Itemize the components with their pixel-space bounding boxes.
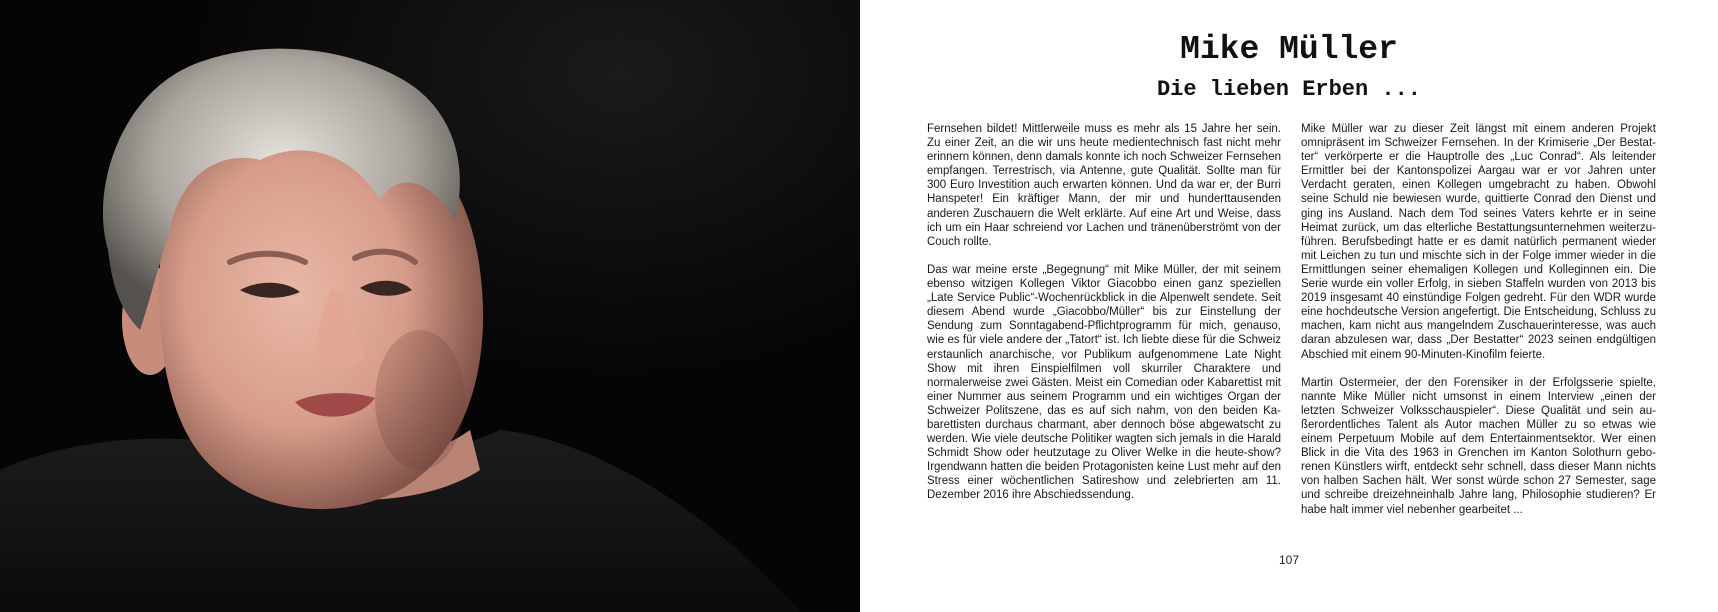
page-subtitle: Die lieben Erben ...	[1156, 77, 1422, 102]
cheek-shade	[375, 330, 465, 470]
page-title: Mike Müller	[1180, 31, 1398, 68]
paragraph: Das war meine erste „Begegnung“ mit Mike Müller, der mit seinem ebenso witzigen Kollegen Viktor Giacobbo einen ganz speziellen „Late Service Public“-Wochenrückblick in die Alpenwelt sendete. Seit diesem Abend wurde „Giacobbo/Müller“ bis zur Einstellung der Sendung zum Sonntagabend-Pflichtprogramm für mich, genauso, wie es für viele andere der „Tatort“ ist. Ich liebte diese für die Schweiz erstaunlich anarchische, vor Publikum aufgenommene Late Night Show mit ihren Einspielfilmen voll skurriler Charaktere und normalerweise zwei Gästen. Meist ein Comedian oder Kabarettist mit einer Nummer aus seinem Programm und ein wichtiges Organ der Schweizer Politszene, das es auf sich nahm, von den beiden Kabarettisten durchaus charmant, aber dennoch böse abgewatscht zu werden. Wie viele deutsche Politiker wagten sich jemals in die Harald Schmidt Show oder heutzutage zu Oliver Welke in die heute-show? Irgendwann hatten die beiden Protagonisten keine Lust mehr auf den Stress einer wöchentlichen Satireshow und zelebrierten am 11. Dezember 2016 ihre Abschiedssendung.	[927, 263, 1281, 502]
paragraph: Martin Ostermeier, der den Forensiker in der Erfolgsserie spielte, nannte Mike Müller nicht umsonst in einem Interview „einen der letzten Schweizer Volksschauspieler“. Diese Qualität und sein außerordentliches Talent als Autor machen Müller zu so etwas wie einem Perpetuum Mobile auf dem Entertainmentsektor. Wer einen Blick in die Vita des 1963 in Grenchen im Kanton Solothurn geborenen Künstlers wirft, entdeckt sehr schnell, dass dieser Mann nichts von halben Sachen hält. Wer sonst würde schon 27 Semester, sage und schreibe dreizehneinhalb Jahre lang, Philosophie studieren? Er habe halt immer viel nebenher gearbeitet ...	[1301, 376, 1656, 516]
paragraph: Fernsehen bildet! Mittlerweile muss es mehr als 15 Jahre her sein. Zu einer Zeit, an die wir uns heute medientechnisch fast nicht mehr erinnern können, denn damals konnte ich noch Schweizer Fernsehen empfangen. Terrestrisch, via Antenne, gute Qualität. Sollte man für 300 Euro Investition auch erwarten können. Und da war er, der Burri Hanspeter! Ein kräftiger Mann, der mir und hunderttausenden anderen Zuschauern die Welt erklärte. Auf eine Art und Weise, dass ich um ein Haar schreiend vor Lachen und tränenüberströmt von der Couch rollte.	[927, 123, 1281, 248]
paragraph: Mike Müller war zu dieser Zeit längst mit einem anderen Projekt omnipräsent im Schweizer Fernsehen. In der Krimiserie „Der Bestatter“ verkörperte er die Hauptrolle des „Luc Conrad“. Als leitender Ermittler bei der Kantonspolizei Aargau war er vor Jahren unter Verdacht geraten, einen Kollegen umgebracht zu haben. Obwohl seine Schuld nie bewiesen wurde, quittierte Conrad den Dienst und ging ins Ausland. Nach dem Tod seines Vaters kehrte er in seine Heimat zurück, um das elterliche Bestattungsunternehmen weiterzuführen. Berufsbedingt hatte er es damit natürlich permanent wieder mit Leichen zu tun und mischte sich in der Folge immer wieder in die Ermittlungen seiner ehemaligen Kollegen und Kolleginnen ein. Die Serie wurde ein voller Erfolg, in sieben Staffeln wurden von 2013 bis 2019 insgesamt 40 einstündige Folgen gedreht. Für den WDR wurde eine hochdeutsche Version angefertigt. Die Entscheidung, Schluss zu machen, kam nicht aus mangelndem Zuschauerinteresse, was auch daran abzulesen war, dass „Der Bestatter“ 2023 seinen endgültigen Abschied mit einem 90-Minuten-Kinofilm feierte.	[1301, 123, 1656, 361]
text-page	[860, 0, 1718, 612]
text-column-right	[1301, 122, 1656, 517]
text-column-left	[927, 122, 1281, 503]
page-number: 107	[1278, 553, 1300, 567]
